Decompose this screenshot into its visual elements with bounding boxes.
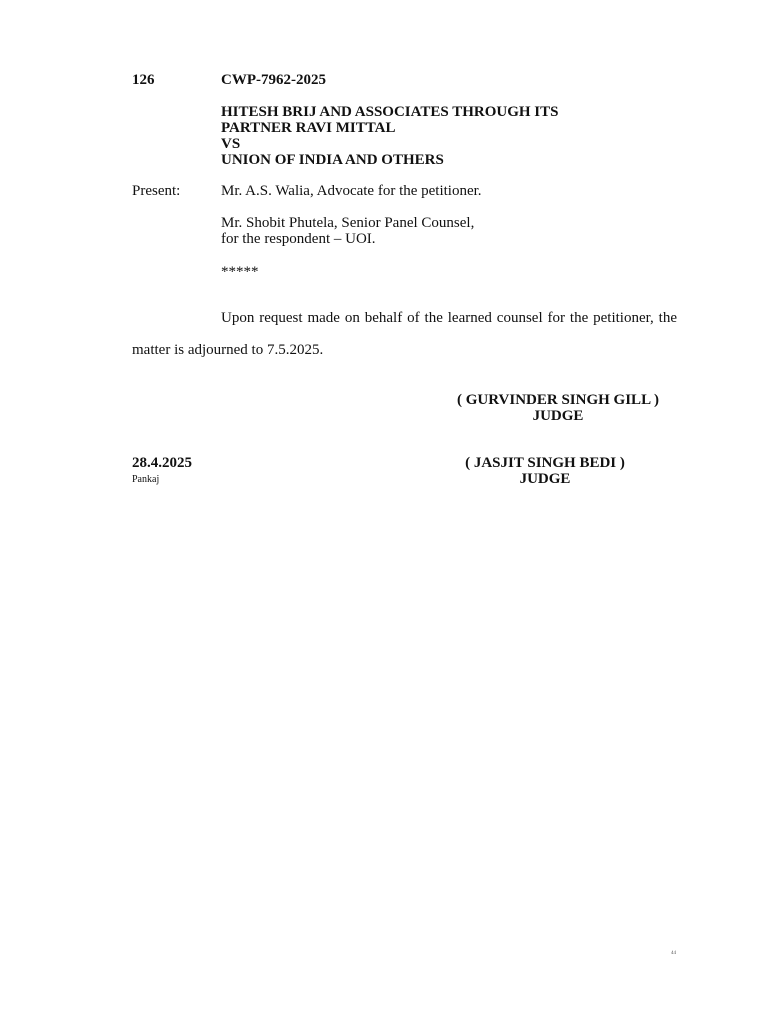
petitioner-line-1: HITESH BRIJ AND ASSOCIATES THROUGH ITS bbox=[221, 104, 559, 120]
case-number: CWP-7962-2025 bbox=[221, 72, 326, 88]
separator-asterisks: ***** bbox=[221, 264, 259, 280]
judge-2-name: ( JASJIT SINGH BEDI ) bbox=[465, 455, 625, 471]
petitioner-counsel: Mr. A.S. Walia, Advocate for the petitioner. bbox=[221, 183, 482, 199]
versus-label: VS bbox=[221, 136, 241, 152]
present-label: Present: bbox=[132, 183, 181, 199]
judge-1-name: ( GURVINDER SINGH GILL ) bbox=[456, 392, 659, 408]
petitioner-line-2: PARTNER RAVI MITTAL bbox=[221, 120, 396, 136]
respondent-counsel-line-1: Mr. Shobit Phutela, Senior Panel Counsel, bbox=[221, 215, 475, 231]
respondent-line: UNION OF INDIA AND OTHERS bbox=[221, 152, 444, 168]
item-number: 126 bbox=[132, 72, 155, 88]
respondent-counsel-line-2: for the respondent – UOI. bbox=[221, 231, 376, 247]
judge-2-title: JUDGE bbox=[519, 471, 571, 487]
order-text: Upon request made on behalf of the learned counsel for the petitioner, the matter is adjourned to 7.5.2025. bbox=[132, 310, 677, 358]
clerk-initials: Pankaj bbox=[132, 474, 160, 485]
order-paragraph bbox=[132, 302, 677, 366]
page-mark: 44 bbox=[671, 951, 676, 956]
judge-signature-1 bbox=[430, 392, 686, 424]
judge-signature-2 bbox=[430, 455, 660, 487]
judge-1-title: JUDGE bbox=[532, 408, 584, 424]
order-date: 28.4.2025 bbox=[132, 455, 192, 471]
